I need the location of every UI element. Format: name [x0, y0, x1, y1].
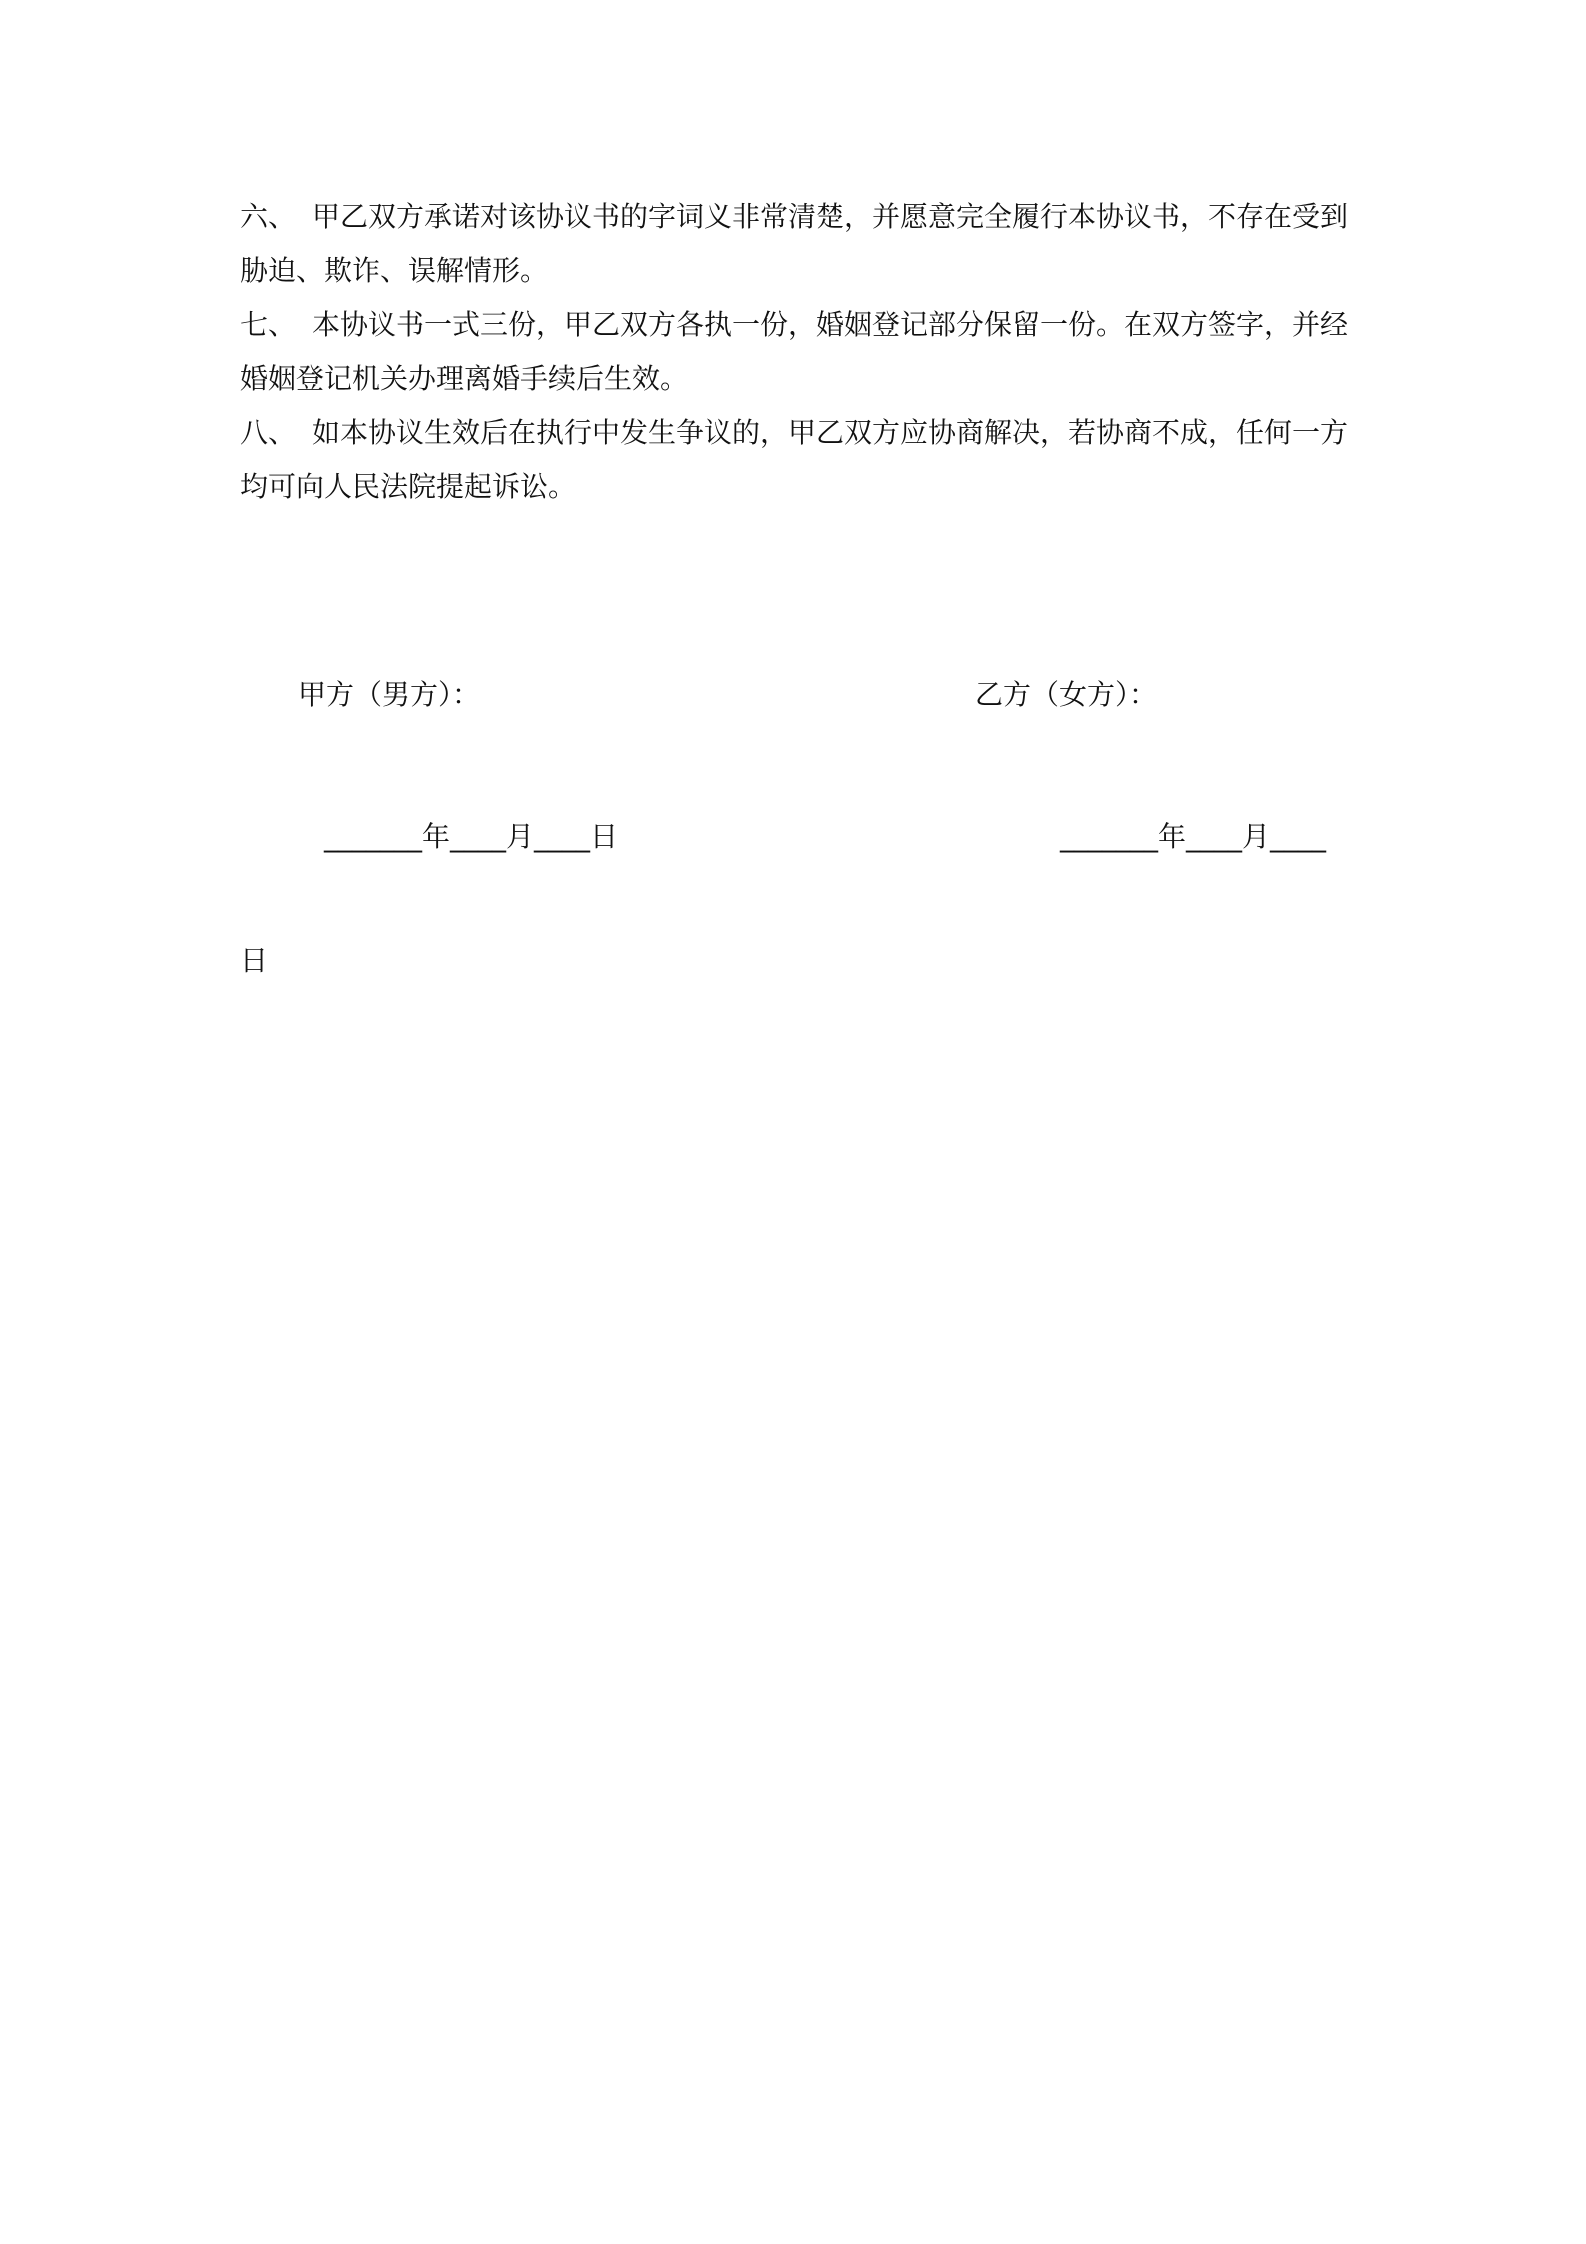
clause-text-line: 如本协议生效后在执行中发生争议的，甲乙双方应协商解决，若协商不成，任何一方 [312, 416, 1349, 449]
clause-text-line: 本协议书一式三份，甲乙双方各执一份，婚姻登记部分保留一份。在双方签字，并经 [312, 308, 1349, 341]
party-b-date-line: _______年____月____ [1060, 820, 1327, 853]
clause-text-line: 均可向人民法院提起诉讼。 [240, 470, 577, 503]
clause-text-line: 婚姻登记机关办理离婚手续后生效。 [240, 362, 689, 395]
clause-text-line: 胁迫、欺诈、误解情形。 [240, 254, 549, 287]
clause-8 [240, 406, 1355, 514]
agreement-clauses [240, 190, 1355, 514]
clause-text-line: 甲乙双方承诺对该协议书的字词义非常清楚，并愿意完全履行本协议书，不存在受到 [312, 200, 1349, 233]
party-a-signature-label: 甲方（男方）： [298, 678, 481, 711]
clause-6 [240, 190, 1355, 298]
party-b-signature-label: 乙方（女方）： [975, 678, 1158, 711]
clause-number: 八、 [240, 416, 297, 449]
clause-7 [240, 298, 1355, 406]
clause-number: 七、 [240, 308, 297, 341]
clause-number: 六、 [240, 200, 297, 233]
party-b-date-day: 日 [240, 944, 269, 977]
party-a-date-line: _______年____月____日 [324, 820, 619, 853]
